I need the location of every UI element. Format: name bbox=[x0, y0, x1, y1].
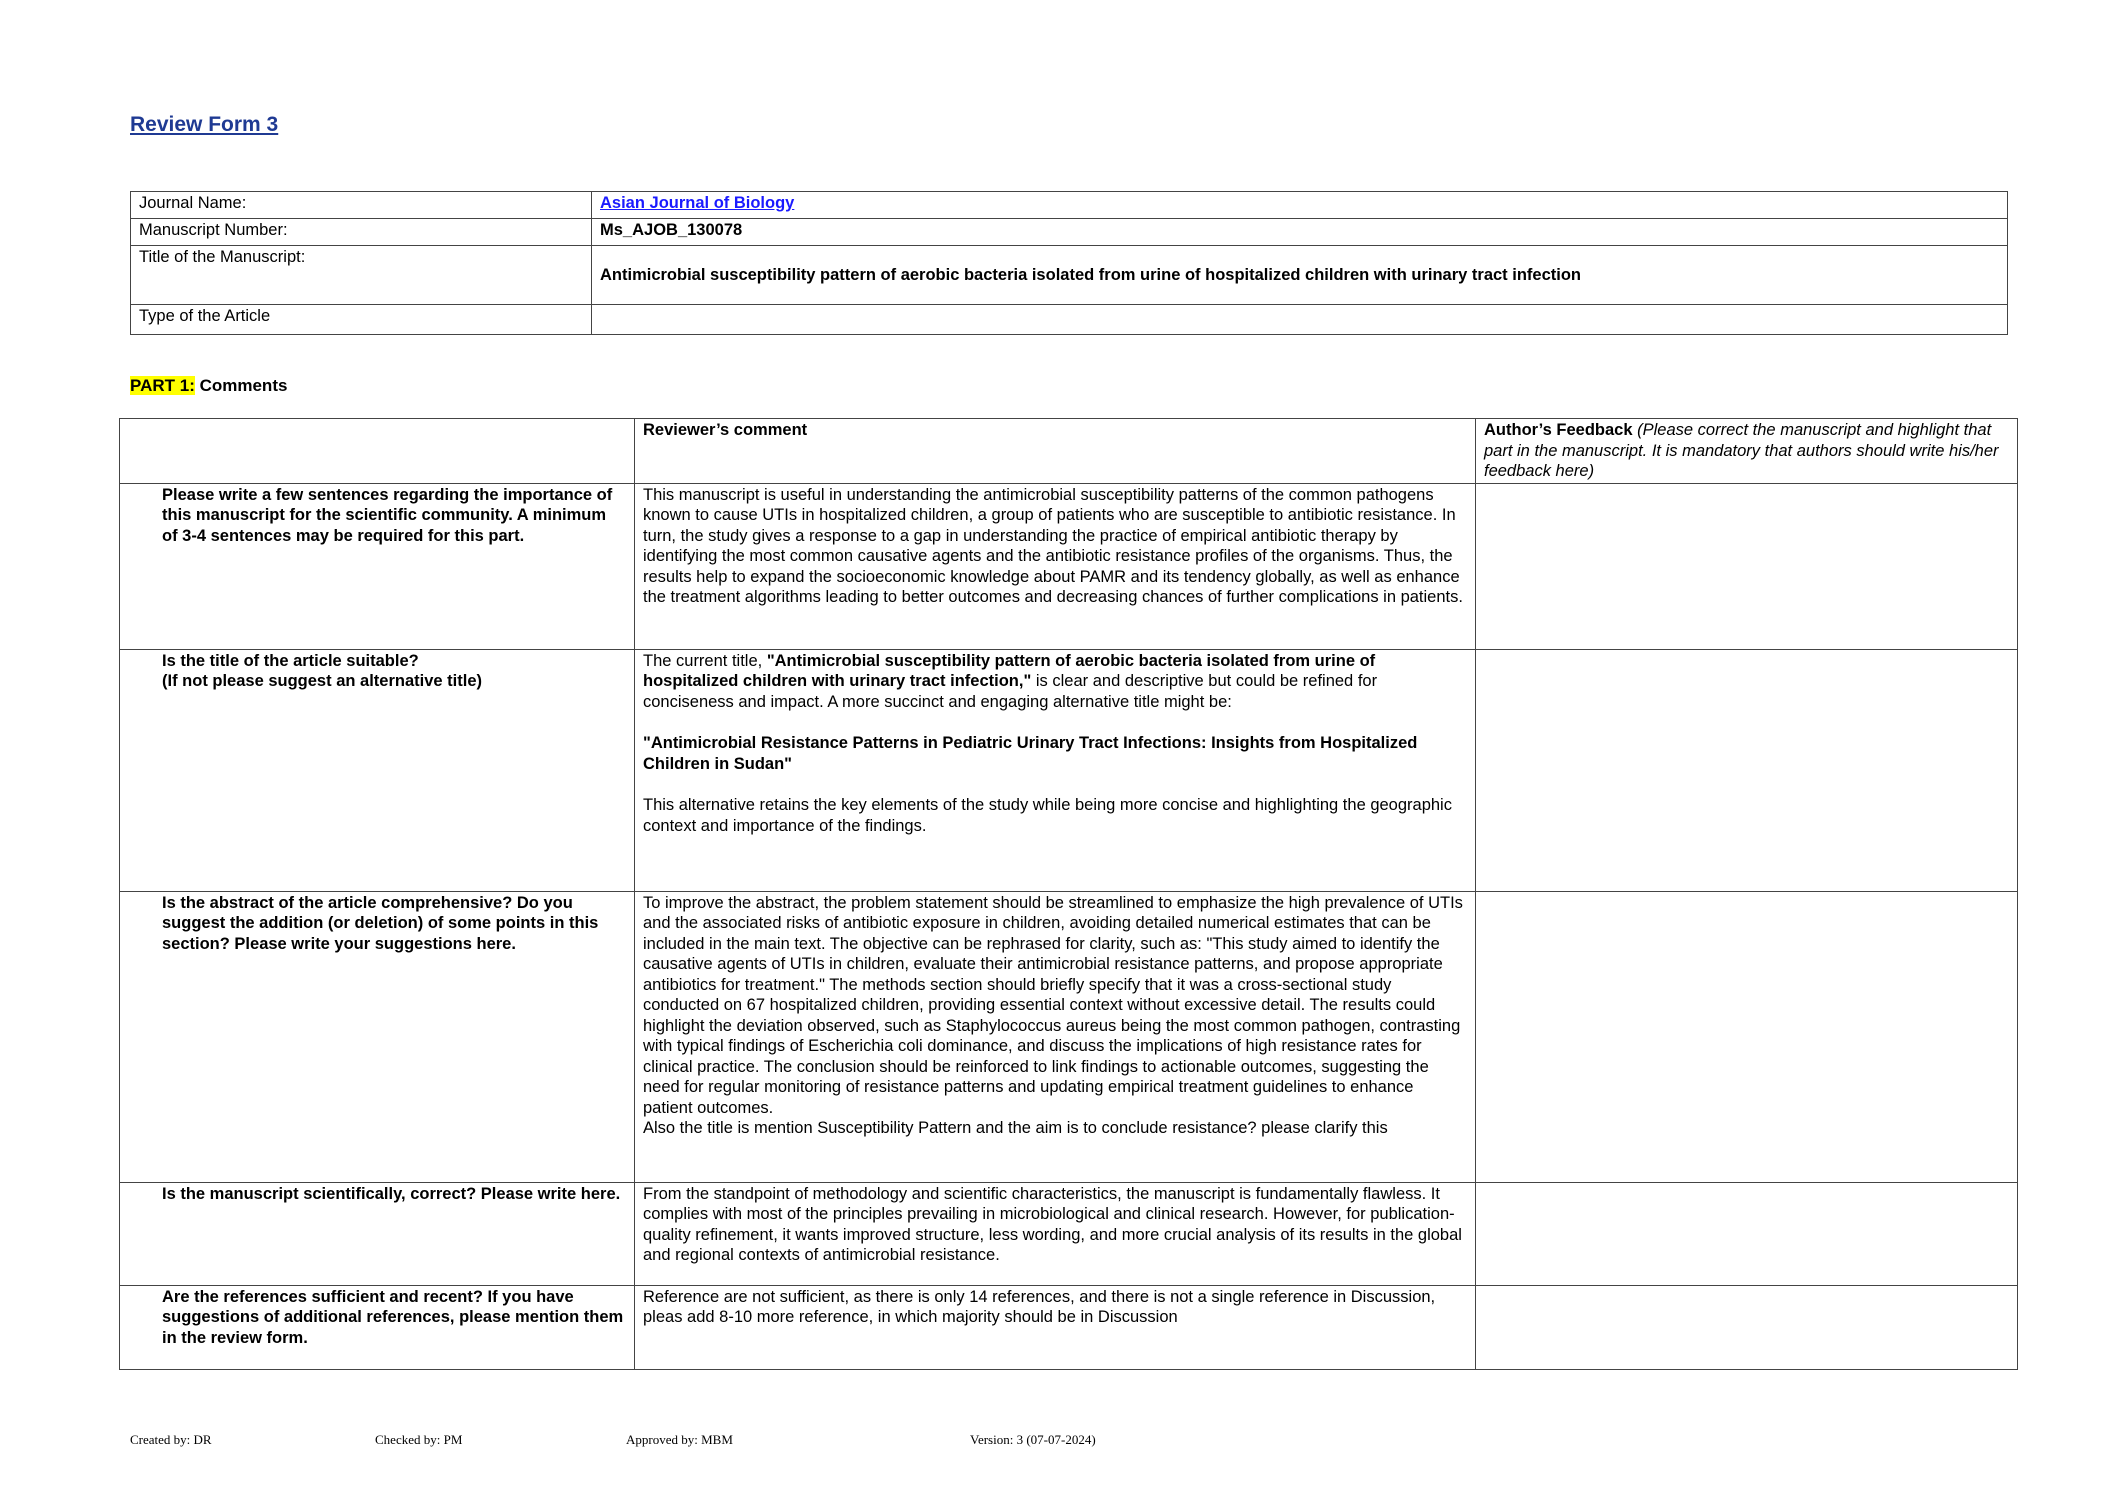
comment-text: To improve the abstract, the problem statement should be streamlined to emphasize the high prevalence of UTIs and the associated risks of antibiotic exposure in children, avoiding detailed numerical estimates that can be included in the main text. The objective can be rephrased for clarity, such as: "This study aimed to identify the causative agents of UTIs in children, evaluate their antimicrobial resistance patterns, and propose appropriate antibiotics for treatment." The methods section should briefly specify that it was a cross-sectional study conducted on 67 hospitalized children, providing essential context without excessive detail. The results could highlight the deviation observed, such as Staphylococcus aureus being the most common pathogen, contrasting with typical findings of Escherichia coli dominance, and discuss the implications of high resistance rates for clinical practice. The conclusion should be reinforced to link findings to actionable outcomes, suggesting the need for regular monitoring of resistance patterns and updating empirical treatment guidelines to enhance patient outcomes. bbox=[643, 893, 1463, 1117]
part-label: PART 1: bbox=[130, 376, 195, 395]
form-title: Review Form 3 bbox=[130, 113, 279, 136]
header-author-feedback bbox=[1476, 419, 2018, 484]
author-feedback-cell[interactable] bbox=[1476, 483, 2018, 649]
reviewer-comment: Reference are not sufficient, as there is only 14 references, and there is not a single reference in Discussion, pleas add 8-10 more reference, in which majority should be in Discussion bbox=[635, 1285, 1476, 1369]
footer-approved: Approved by: MBM bbox=[626, 1432, 733, 1447]
reviewer-comment bbox=[635, 649, 1476, 891]
author-feedback-cell[interactable] bbox=[1476, 1285, 2018, 1369]
table-row bbox=[120, 891, 2018, 1182]
footer-version: Version: 3 (07-07-2024) bbox=[970, 1432, 1096, 1447]
manuscript-title: Antimicrobial susceptibility pattern of aerobic bacteria isolated from urine of hospitalized children with urinary tract infection bbox=[592, 246, 2008, 305]
table-row bbox=[120, 1285, 2018, 1369]
comment-text: is clear and descriptive but could be refined for conciseness and impact. A more succinct and engaging alternative title might be: bbox=[643, 672, 1378, 711]
comment-text: This alternative retains the key elements of the study while being more concise and highlighting the geographic context and importance of the findings. bbox=[643, 796, 1452, 835]
author-feedback-note: (Please correct the manuscript and highlight that part in the manuscript. It is mandatory that authors should write his/her feedback here) bbox=[1484, 421, 1999, 480]
question: Is the abstract of the article comprehensive? Do you suggest the addition (or deletion) of some points in this section? Please write your suggestions here. bbox=[120, 891, 635, 1182]
manuscript-number: Ms_AJOB_130078 bbox=[592, 219, 2008, 246]
reviewer-comment bbox=[635, 891, 1476, 1182]
manuscript-info-table bbox=[130, 191, 2008, 335]
part-text: Comments bbox=[194, 376, 288, 395]
part-heading bbox=[130, 376, 287, 396]
article-type-value bbox=[592, 305, 2008, 335]
comment-text: Also the title is mention Susceptibility Pattern and the aim is to conclude resistance? please clarify this bbox=[643, 1119, 1388, 1137]
reviewer-comment: From the standpoint of methodology and scientific characteristics, the manuscript is fundamentally flawless. It complies with most of the principles prevailing in microbiological and clinical research. However, for publication-quality refinement, it wants improved structure, less wording, and more crucial analysis of its results in the global and regional contexts of antimicrobial resistance. bbox=[635, 1182, 1476, 1285]
table-row bbox=[120, 483, 2018, 649]
question: Is the manuscript scientifically, correct? Please write here. bbox=[120, 1182, 635, 1285]
header-reviewer-comment: Reviewer’s comment bbox=[635, 419, 1476, 484]
comments-table bbox=[119, 418, 2018, 1370]
article-type-label: Type of the Article bbox=[131, 305, 592, 335]
header-empty bbox=[120, 419, 635, 484]
comment-text: The current title, bbox=[643, 651, 767, 670]
table-row bbox=[120, 649, 2018, 891]
author-feedback-cell[interactable] bbox=[1476, 1182, 2018, 1285]
author-feedback-cell[interactable] bbox=[1476, 649, 2018, 891]
author-feedback-cell[interactable] bbox=[1476, 891, 2018, 1182]
reviewer-comment: This manuscript is useful in understanding the antimicrobial susceptibility patterns of the common pathogens known to cause UTIs in hospitalized children, a group of patients who are susceptible to antibiotic resistance. In turn, the study gives a response to a gap in understanding the practice of empirical antibiotic therapy by identifying the most common causative agents and the antibiotic resistance profiles of the organisms. Thus, the results help to expand the socioeconomic knowledge about PAMR and its tendency globally, as well as enhance the treatment algorithms leading to better outcomes and decreasing chances of further complications in patients. bbox=[635, 483, 1476, 649]
alternative-title: "Antimicrobial Resistance Patterns in Pediatric Urinary Tract Infections: Insights from Hospitalized Children in Sudan" bbox=[643, 734, 1418, 773]
journal-link[interactable]: Asian Journal of Biology bbox=[600, 194, 795, 212]
manuscript-title-label: Title of the Manuscript: bbox=[131, 246, 592, 305]
journal-label: Journal Name: bbox=[131, 192, 592, 219]
footer-created: Created by: DR bbox=[130, 1432, 212, 1447]
question: Are the references sufficient and recent? If you have suggestions of additional references, please mention them in the review form. bbox=[120, 1285, 635, 1369]
question: Please write a few sentences regarding the importance of this manuscript for the scientific community. A minimum of 3-4 sentences may be required for this part. bbox=[120, 483, 635, 649]
manuscript-number-label: Manuscript Number: bbox=[131, 219, 592, 246]
current-title: "Antimicrobial susceptibility pattern of aerobic bacteria isolated from urine of hospitalized children with urinary tract infection," bbox=[643, 651, 1376, 690]
question: Is the title of the article suitable? (If not please suggest an alternative title) bbox=[120, 649, 635, 891]
footer-checked: Checked by: PM bbox=[375, 1432, 463, 1447]
table-row bbox=[120, 1182, 2018, 1285]
author-feedback-label: Author’s Feedback bbox=[1484, 421, 1633, 439]
